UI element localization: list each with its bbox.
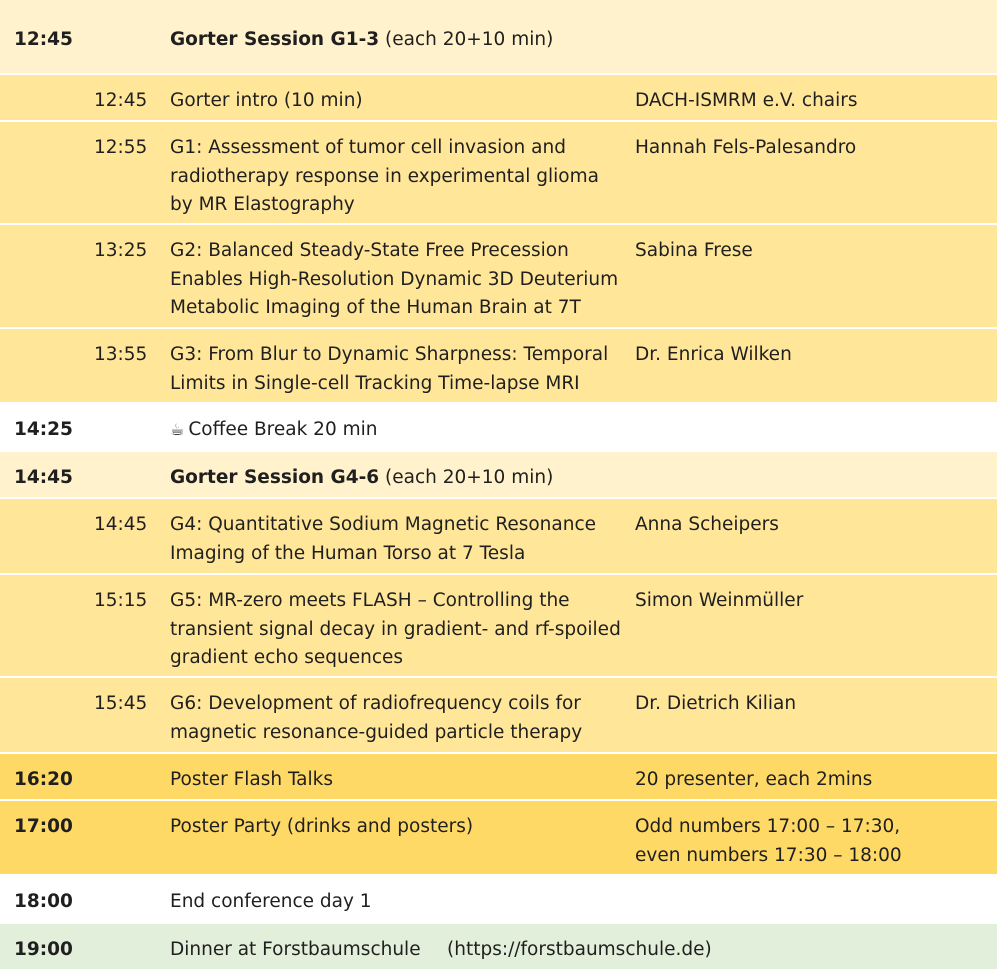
- talk-time: 13:55: [94, 344, 148, 365]
- talk-time: 14:45: [94, 514, 148, 535]
- session-row: [0, 0, 997, 75]
- session-time: 14:45: [14, 467, 73, 488]
- talk-title: G3: From Blur to Dynamic Sharpness: Temporal Limits in Single-cell Tracking Time-lapse MRI: [170, 344, 609, 394]
- dinner-title: [170, 936, 770, 965]
- talk-title: G1: Assessment of tumor cell invasion and radiotherapy response in experimental glioma by MR Elastography: [170, 137, 599, 215]
- poster-flash-row: [0, 754, 997, 801]
- session-time: 12:45: [14, 29, 73, 50]
- session-title-bold: Gorter Session G1-3: [170, 29, 380, 50]
- poster-party-title: Poster Party (drinks and posters): [170, 816, 474, 837]
- talk-row: [0, 122, 997, 225]
- end-title: End conference day 1: [170, 891, 372, 912]
- talk-row: [0, 329, 997, 404]
- poster-party-time: 17:00: [14, 816, 73, 837]
- break-row: [0, 404, 997, 452]
- talk-time: 13:25: [94, 240, 148, 261]
- session-row: [0, 452, 997, 499]
- dinner-time: 19:00: [14, 939, 73, 960]
- poster-party-note: [635, 813, 985, 870]
- dinner-url[interactable]: (https://forstbaumschule.de): [447, 939, 712, 960]
- talk-row: [0, 75, 997, 122]
- talk-speaker: Sabina Frese: [635, 240, 753, 261]
- dinner-row: [0, 924, 997, 971]
- break-label: Coffee Break 20 min: [188, 419, 378, 440]
- talk-row: [0, 499, 997, 575]
- talk-title: G4: Quantitative Sodium Magnetic Resonance Imaging of the Human Torso at 7 Tesla: [170, 514, 597, 564]
- poster-party-row: [0, 801, 997, 876]
- session-title-rest: (each 20+10 min): [379, 467, 554, 488]
- poster-party-note-line1: Odd numbers 17:00 – 17:30,: [635, 816, 901, 837]
- session-title: [170, 464, 770, 493]
- talk-title: G6: Development of radiofrequency coils for magnetic resonance-guided particle therapy: [170, 693, 583, 743]
- talk-row: [0, 225, 997, 329]
- talk-title: G5: MR-zero meets FLASH – Controlling the transient signal decay in gradient- and rf-spoiled gradient echo sequences: [170, 590, 621, 668]
- session-title-bold: Gorter Session G4-6: [170, 467, 380, 488]
- break-time: 14:25: [14, 419, 73, 440]
- poster-flash-title: Poster Flash Talks: [170, 769, 334, 790]
- talk-time: 15:45: [94, 693, 148, 714]
- session-title: [170, 26, 770, 55]
- poster-flash-note: 20 presenter, each 2mins: [635, 769, 873, 790]
- talk-time: 15:15: [94, 590, 148, 611]
- talk-row: [0, 575, 997, 678]
- talk-speaker: Dr. Enrica Wilken: [635, 344, 792, 365]
- talk-speaker: DACH-ISMRM e.V. chairs: [635, 90, 858, 111]
- talk-title: Gorter intro (10 min): [170, 90, 363, 111]
- talk-time: 12:55: [94, 137, 148, 158]
- end-row: [0, 876, 997, 924]
- talk-title: G2: Balanced Steady-State Free Precession Enables High-Resolution Dynamic 3D Deuterium Metabolic Imaging of the Human Brain at 7T: [170, 240, 619, 318]
- poster-flash-time: 16:20: [14, 769, 73, 790]
- dinner-label: Dinner at Forstbaumschule: [170, 939, 421, 960]
- talk-speaker: Dr. Dietrich Kilian: [635, 693, 797, 714]
- break-title: [170, 416, 625, 445]
- talk-speaker: Anna Scheipers: [635, 514, 779, 535]
- coffee-icon: ☕: [170, 420, 185, 439]
- session-title-rest: (each 20+10 min): [379, 29, 554, 50]
- talk-speaker: Hannah Fels-Palesandro: [635, 137, 857, 158]
- talk-speaker: Simon Weinmüller: [635, 590, 804, 611]
- talk-row: [0, 678, 997, 754]
- talk-time: 12:45: [94, 90, 148, 111]
- end-time: 18:00: [14, 891, 73, 912]
- poster-party-note-line2: even numbers 17:30 – 18:00: [635, 844, 902, 866]
